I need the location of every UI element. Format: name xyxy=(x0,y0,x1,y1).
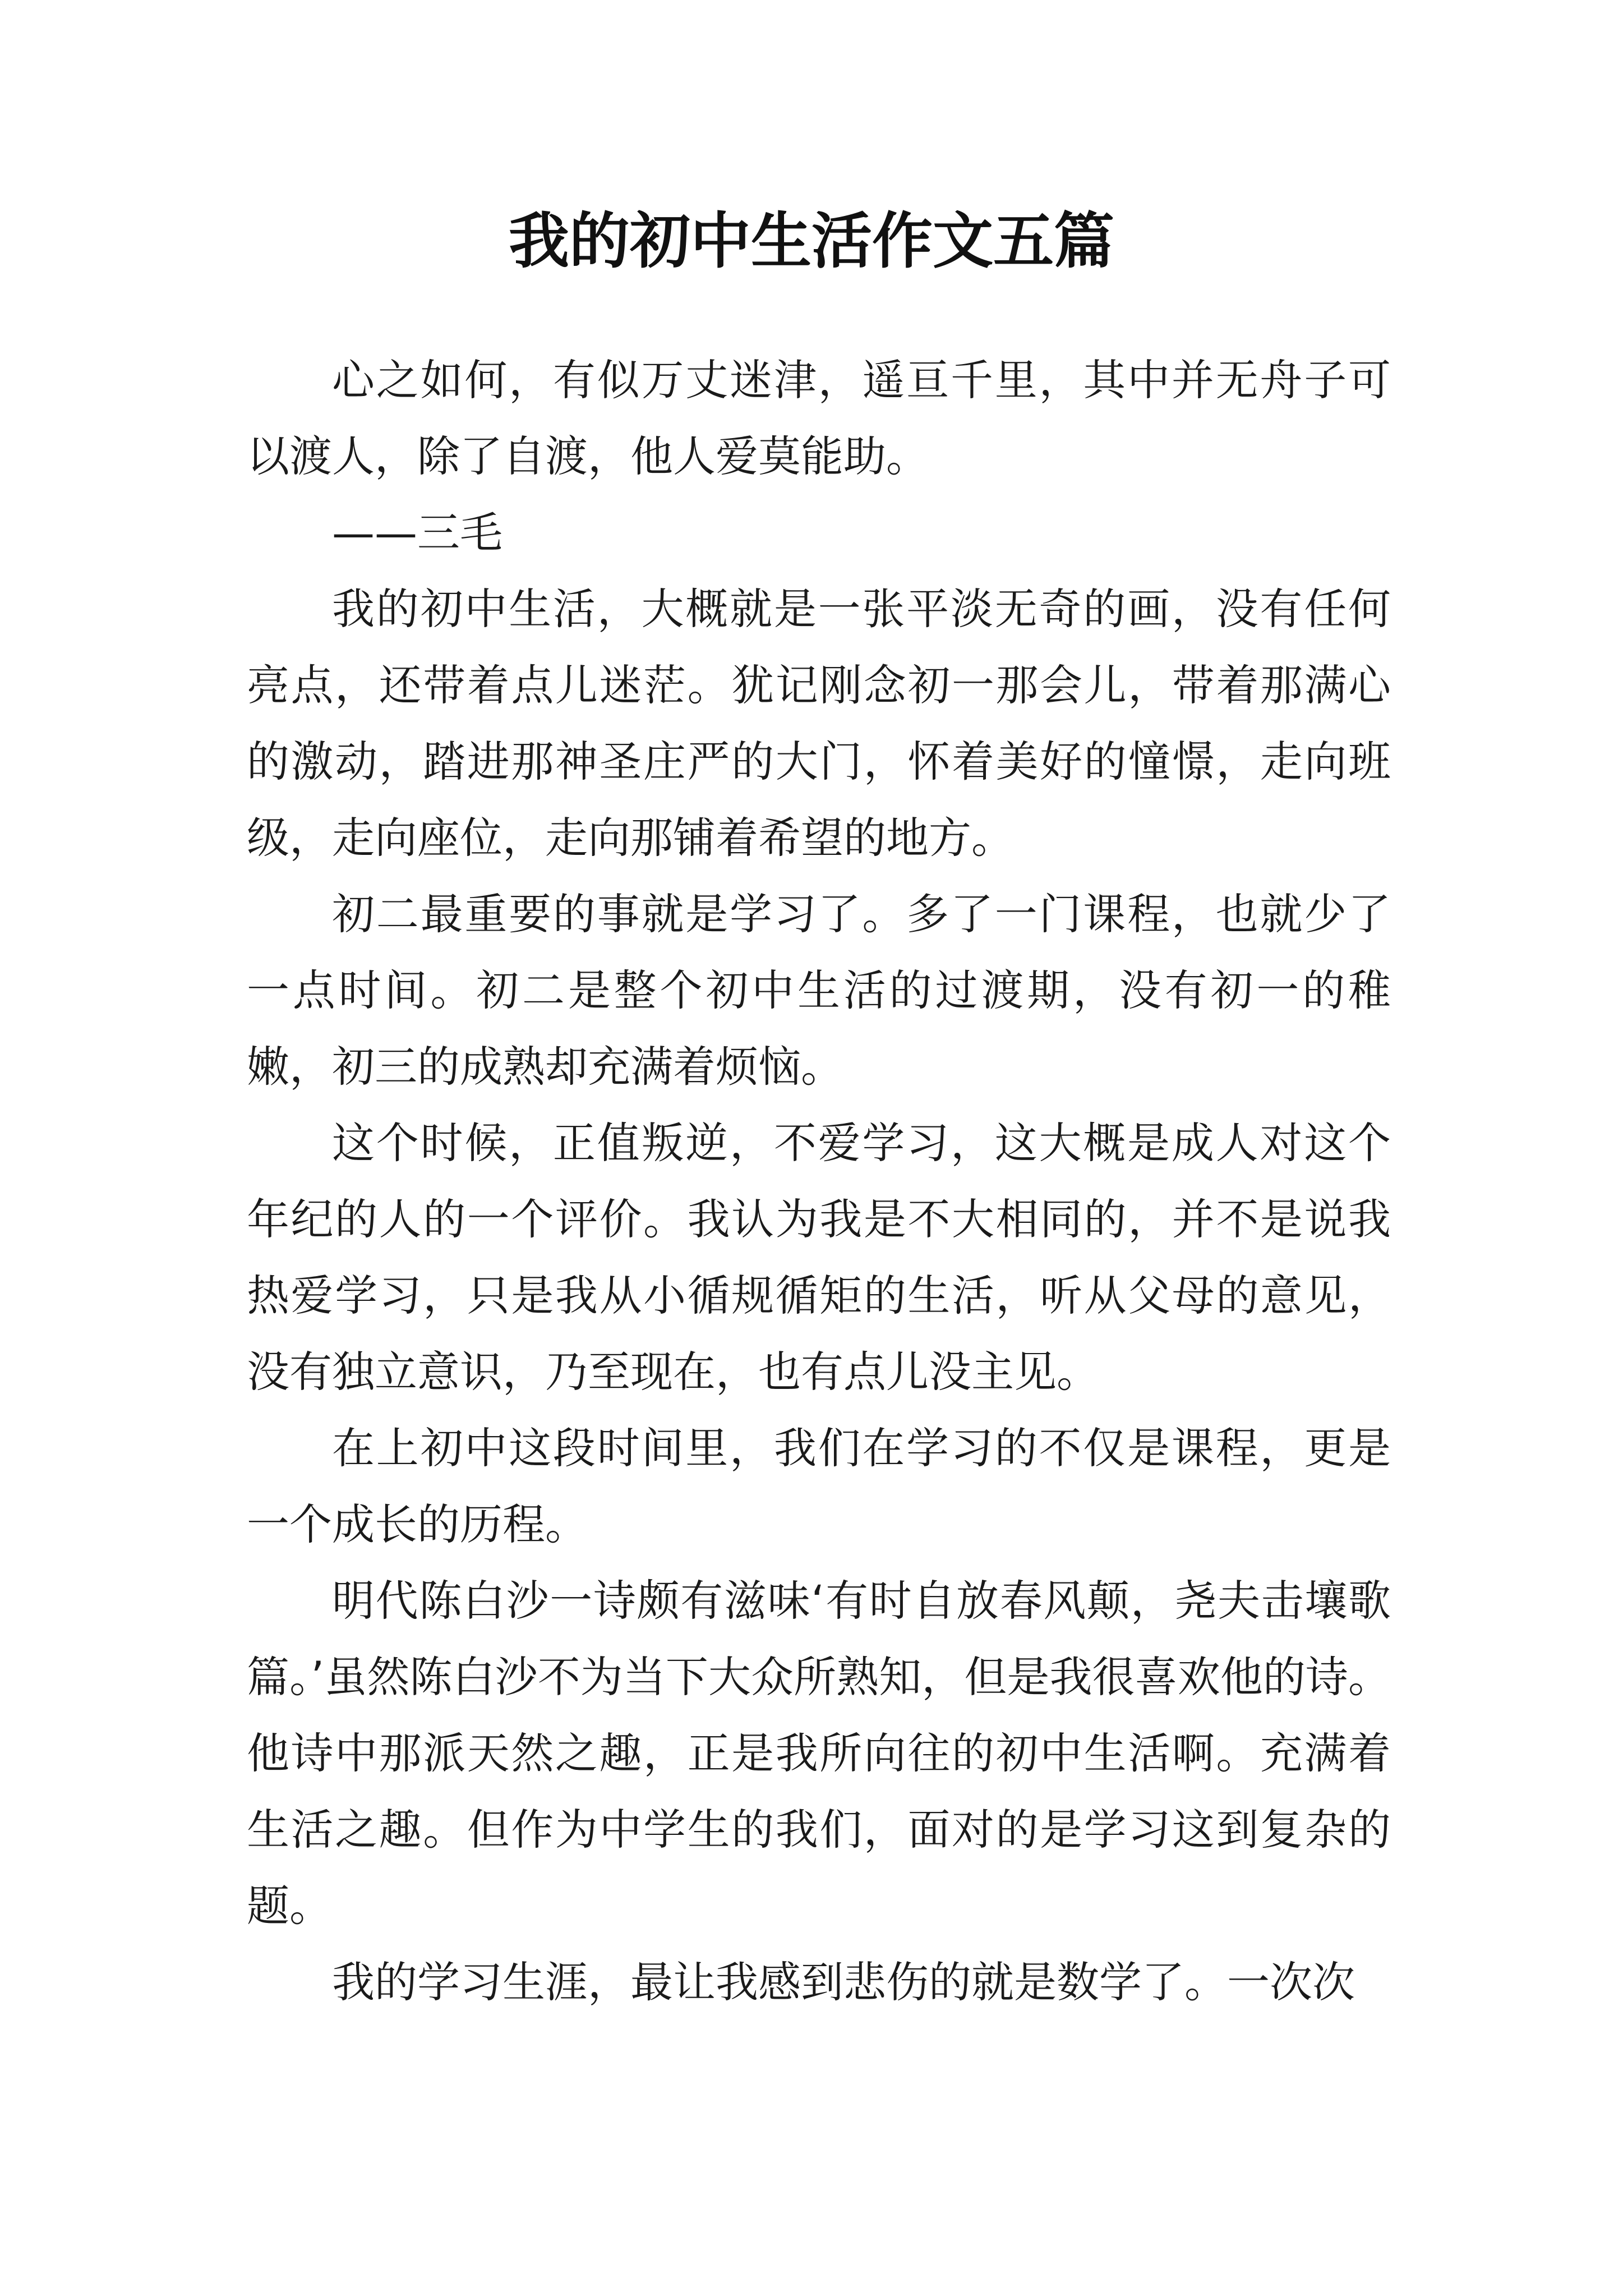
paragraph: 明代陈白沙一诗颇有滋味‘有时自放春风颠，尧夫击壤歌篇。’虽然陈白沙不为当下大众所熟知，但是我很喜欢他的诗。他诗中那派天然之趣，正是我所向往的初中生活啊。充满着生活之趣。但作为中学生的我们，面对的是学习这到复杂的题。 xyxy=(247,1576,1391,1931)
paragraph-quote: 心之如何，有似万丈迷津，遥亘千里，其中并无舟子可以渡人，除了自渡，他人爱莫能助。 xyxy=(247,355,1391,481)
paragraph-attribution: ——三毛 xyxy=(332,508,502,558)
paragraph: 初二最重要的事就是学习了。多了一门课程，也就少了一点时间。初二是整个初中生活的过渡期，没有初一的稚嫩，初三的成熟却充满着烦恼。 xyxy=(247,889,1391,1092)
paragraph: 这个时候，正值叛逆，不爱学习，这大概是成人对这个年纪的人的一个评价。我认为我是不大相同的，并不是说我热爱学习，只是我从小循规循矩的生活，听从父母的意见，没有独立意识，乃至现在，也有点儿没主见。 xyxy=(247,1118,1391,1397)
document-title: 我的初中生活作文五篇 xyxy=(508,206,1114,277)
paragraph: 我的初中生活，大概就是一张平淡无奇的画，没有任何亮点，还带着点儿迷茫。犹记刚念初一那会儿，带着那满心的激动，踏进那神圣庄严的大门，怀着美好的憧憬，走向班级，走向座位，走向那铺着希望的地方。 xyxy=(247,584,1391,863)
paragraph: 我的学习生涯，最让我感到悲伤的就是数学了。一次次 xyxy=(332,1957,1355,2007)
paragraph: 在上初中这段时间里，我们在学习的不仅是课程，更是一个成长的历程。 xyxy=(247,1423,1391,1549)
document-body xyxy=(247,342,1391,2021)
